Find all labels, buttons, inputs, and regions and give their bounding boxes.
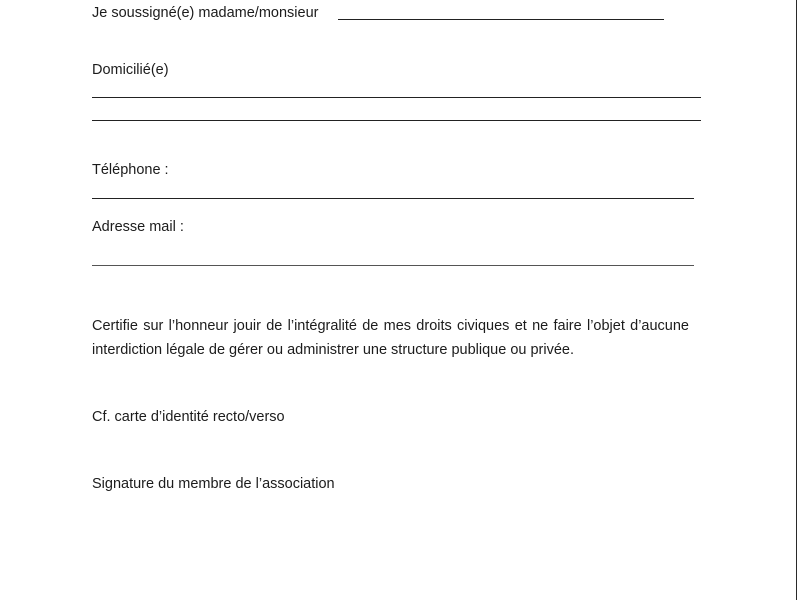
telephone-label: Téléphone :: [92, 162, 169, 178]
address-field-line-2[interactable]: [92, 120, 701, 121]
domicile-label: Domicilié(e): [92, 62, 169, 78]
phone-field-line[interactable]: [92, 198, 694, 199]
email-label: Adresse mail :: [92, 219, 184, 235]
certification-paragraph: Certifie sur l’honneur jouir de l’intégralité de mes droits civiques et ne faire l’objet d’aucune interdiction légale de gérer ou administrer une structure publique ou privée.: [92, 318, 689, 358]
signature-label: Signature du membre de l’association: [92, 476, 335, 492]
soussigne-label: Je soussigné(e) madame/monsieur: [92, 5, 319, 21]
page-border: [796, 0, 797, 600]
id-card-note: Cf. carte d’identité recto/verso: [92, 409, 285, 425]
email-field-line[interactable]: [92, 265, 694, 266]
name-field-line[interactable]: [338, 19, 664, 20]
address-field-line-1[interactable]: [92, 97, 701, 98]
